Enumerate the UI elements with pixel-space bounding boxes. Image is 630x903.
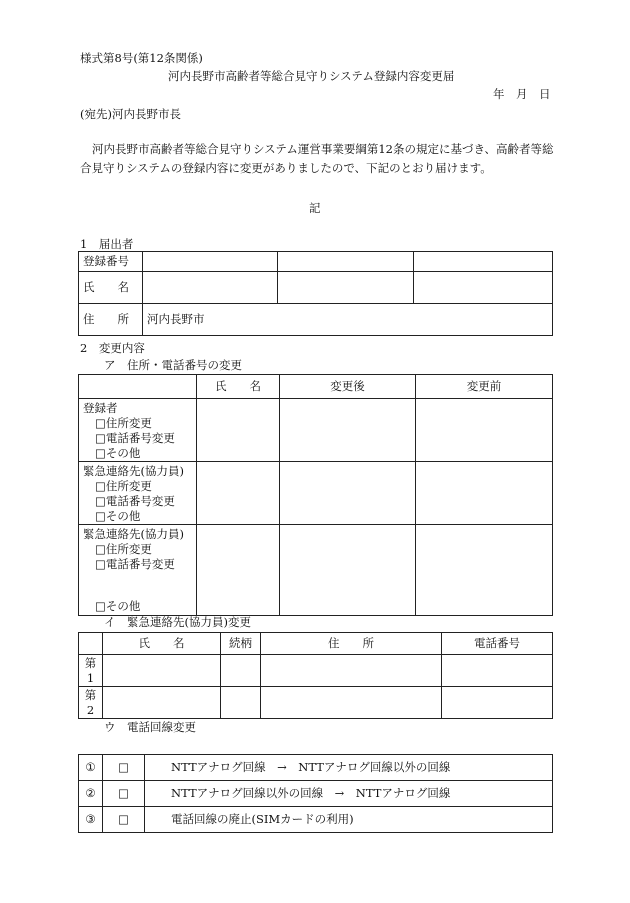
group-title: 登録者: [83, 401, 118, 415]
section1-heading: 1 届出者: [80, 237, 134, 251]
name-input-cell[interactable]: [197, 462, 280, 525]
group-title: 緊急連絡先(協力員): [83, 527, 184, 541]
ki-heading: 記: [309, 201, 321, 215]
checkbox-phone-change[interactable]: □電話番号変更: [95, 557, 175, 571]
name-input-cell[interactable]: [197, 399, 280, 462]
checkbox-other[interactable]: □その他: [95, 599, 141, 613]
col-phone-header: 電話番号: [442, 633, 553, 655]
before-input-cell[interactable]: [416, 462, 553, 525]
option-number: ②: [79, 781, 103, 807]
group-emergency-contact-1: [79, 462, 197, 525]
name-input-cell[interactable]: [103, 655, 221, 687]
after-input-cell[interactable]: [280, 525, 416, 616]
after-input-cell[interactable]: [280, 399, 416, 462]
option-text: NTTアナログ回線 → NTTアナログ回線以外の回線: [145, 755, 553, 781]
intro-line-1: 河内長野市高齢者等総合見守りシステム運営事業要綱第12条の規定に基づき、高齢者等総: [92, 142, 554, 156]
section2-heading: 2 変更内容: [80, 341, 145, 355]
checkbox-other[interactable]: □その他: [95, 509, 141, 523]
col-before-header: 変更前: [416, 375, 553, 399]
option-text: 電話回線の廃止(SIMカードの利用): [145, 807, 553, 833]
address-phone-change-table: [78, 374, 553, 616]
blank-header: [79, 633, 103, 655]
option-checkbox[interactable]: □: [103, 781, 145, 807]
col-relation-header: 続柄: [221, 633, 261, 655]
row-label-1: 第 1: [79, 655, 103, 687]
checkbox-phone-change[interactable]: □電話番号変更: [95, 494, 175, 508]
checkbox-address-change[interactable]: □住所変更: [95, 479, 152, 493]
name-cell-3[interactable]: [414, 272, 553, 304]
name-input-cell[interactable]: [103, 687, 221, 719]
relation-input-cell[interactable]: [221, 655, 261, 687]
before-input-cell[interactable]: [416, 525, 553, 616]
option-checkbox[interactable]: □: [103, 807, 145, 833]
sub-i-heading: イ 緊急連絡先(協力員)変更: [104, 615, 251, 629]
addressee: (宛先)河内長野市長: [80, 107, 181, 121]
col-after-header: 変更後: [280, 375, 416, 399]
name-cell-1[interactable]: [143, 272, 278, 304]
after-input-cell[interactable]: [280, 462, 416, 525]
group-registrant: [79, 399, 197, 462]
form-number: 様式第8号(第12条関係): [80, 51, 203, 65]
date-line[interactable]: 年 月 日: [493, 87, 551, 101]
reg-no-cell-3[interactable]: [414, 252, 553, 272]
group-title: 緊急連絡先(協力員): [83, 464, 184, 478]
name-label: 氏 名: [79, 272, 143, 304]
address-cell[interactable]: 河内長野市: [143, 304, 553, 336]
before-input-cell[interactable]: [416, 399, 553, 462]
form-title: 河内長野市高齢者等総合見守りシステム登録内容変更届: [168, 69, 455, 83]
checkbox-other[interactable]: □その他: [95, 446, 141, 460]
option-text: NTTアナログ回線以外の回線 → NTTアナログ回線: [145, 781, 553, 807]
phone-line-change-table: [78, 754, 553, 833]
sub-a-heading: ア 住所・電話番号の変更: [104, 358, 242, 372]
col-address-header: 住 所: [261, 633, 442, 655]
submitter-table: [78, 251, 553, 336]
group-emergency-contact-2: [79, 525, 197, 616]
option-checkbox[interactable]: □: [103, 755, 145, 781]
name-input-cell[interactable]: [197, 525, 280, 616]
relation-input-cell[interactable]: [221, 687, 261, 719]
sub-u-heading: ウ 電話回線変更: [104, 720, 196, 734]
option-number: ①: [79, 755, 103, 781]
reg-no-label: 登録番号: [79, 252, 143, 272]
intro-line-2: 合見守りシステムの登録内容に変更がありましたので、下記のとおり届けます。: [80, 161, 492, 175]
reg-no-cell-2[interactable]: [278, 252, 414, 272]
option-number: ③: [79, 807, 103, 833]
address-input-cell[interactable]: [261, 687, 442, 719]
row-label-2: 第 2: [79, 687, 103, 719]
reg-no-cell-1[interactable]: [143, 252, 278, 272]
checkbox-address-change[interactable]: □住所変更: [95, 416, 152, 430]
phone-input-cell[interactable]: [442, 655, 553, 687]
col-name-header: 氏 名: [197, 375, 280, 399]
col-name-header: 氏 名: [103, 633, 221, 655]
address-label: 住 所: [79, 304, 143, 336]
checkbox-address-change[interactable]: □住所変更: [95, 542, 152, 556]
emergency-contact-change-table: [78, 632, 553, 719]
blank-header: [79, 375, 197, 399]
name-cell-2[interactable]: [278, 272, 414, 304]
checkbox-phone-change[interactable]: □電話番号変更: [95, 431, 175, 445]
address-input-cell[interactable]: [261, 655, 442, 687]
phone-input-cell[interactable]: [442, 687, 553, 719]
